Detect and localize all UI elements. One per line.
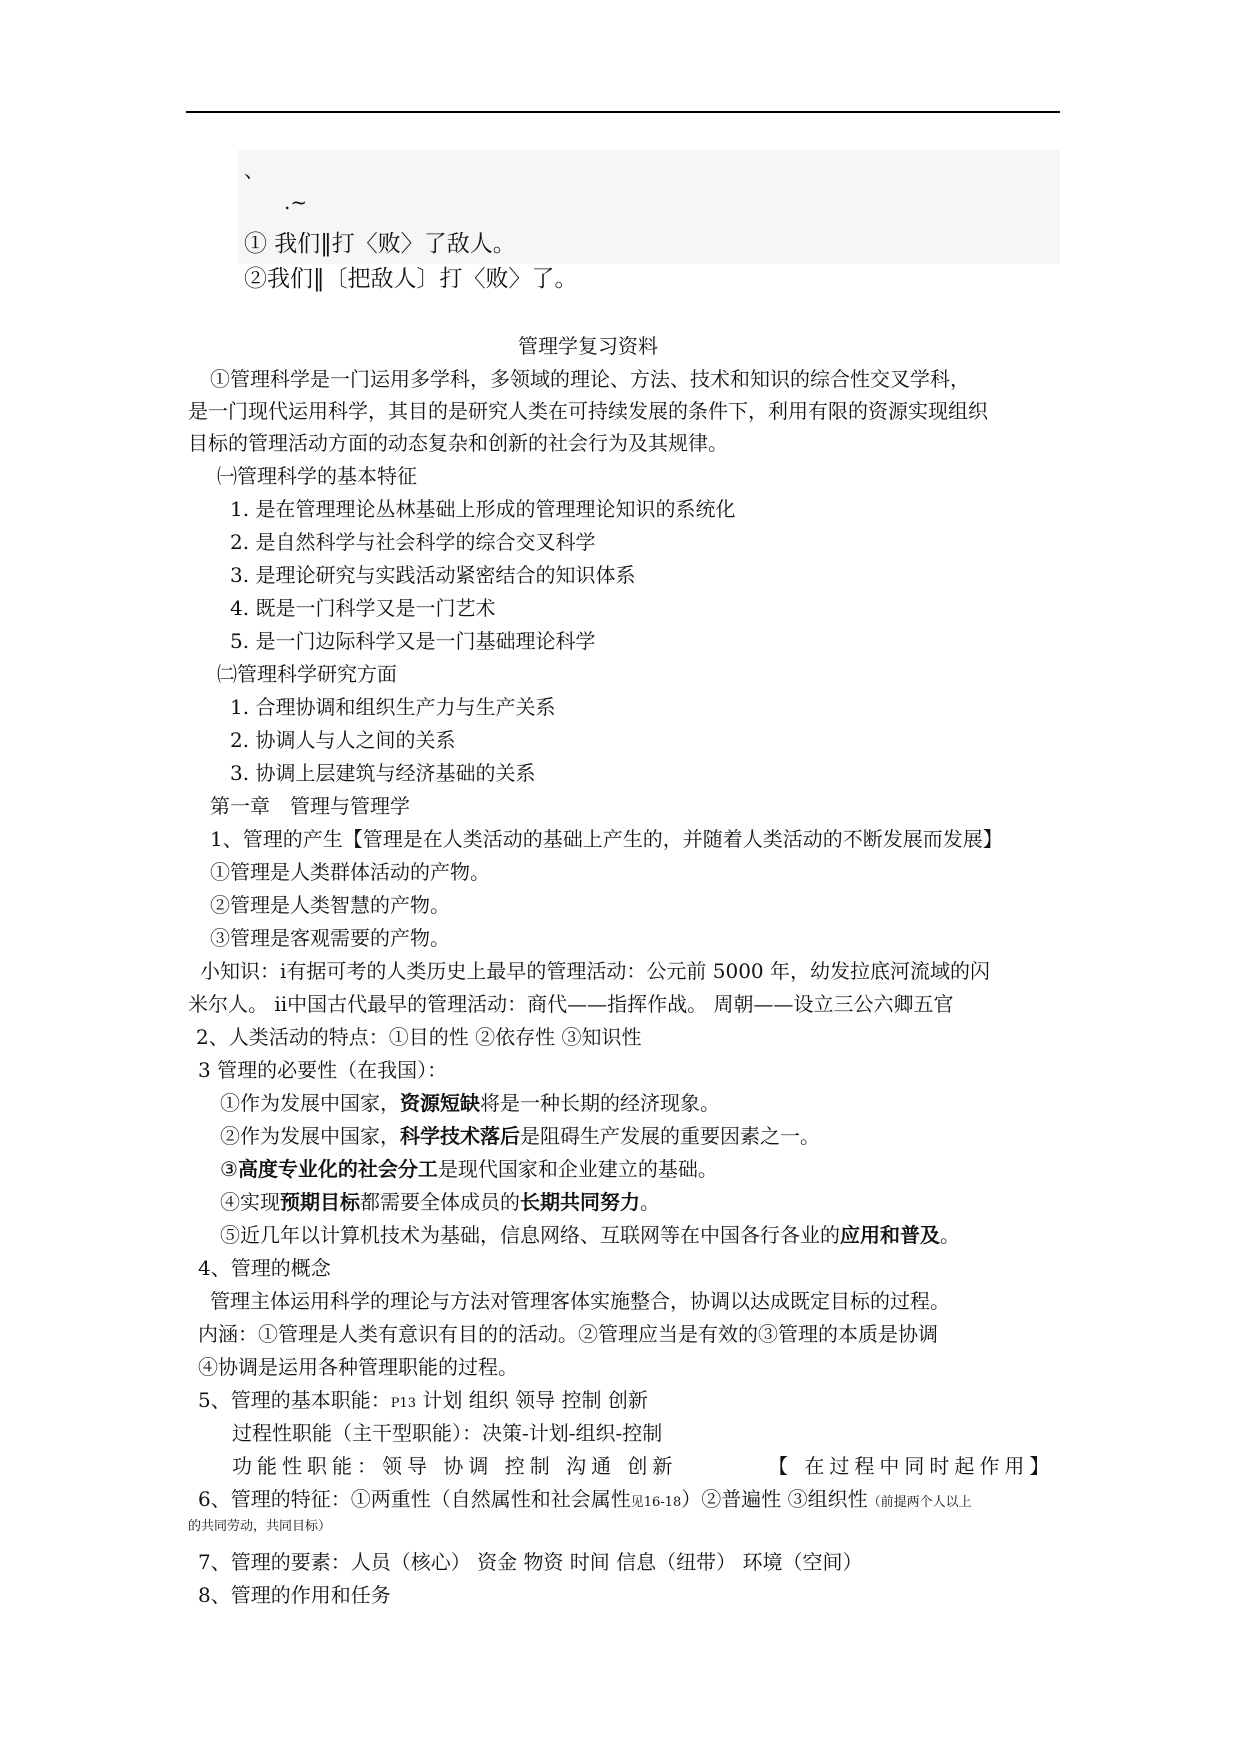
section-1 <box>210 824 1003 854</box>
intro-line-2: 是一门现代运用科学，其目的是研究人类在可持续发展的条件下，利用有限的资源实现组织 <box>188 399 988 423</box>
section-2: 2、人类活动的特点：①目的性 ②依存性 ③知识性 <box>196 1025 642 1049</box>
necessity-item-3 <box>220 1154 718 1184</box>
necessity-item-3-key: 高度专业化的社会分工 <box>237 1157 438 1181</box>
example-sentence-2: ②我们‖〔把敌人〕打〈败〉了。 <box>244 266 578 292</box>
necessity-item-1 <box>220 1088 720 1118</box>
necessity-item-4-mid: 都需要全体成员的 <box>360 1190 520 1214</box>
section-1-item-3: ③管理是客观需要的产物。 <box>210 926 450 950</box>
section-1-item-2: ②管理是人类智慧的产物。 <box>210 893 450 917</box>
necessity-item-1-text: ①作为发展中国家， <box>220 1091 400 1115</box>
feature-item-1: 1. 是在管理理论丛林基础上形成的管理理论知识的系统化 <box>230 497 736 521</box>
section-6 <box>198 1484 972 1518</box>
example-sentence-1: ① 我们‖打〈败〉了敌人。 <box>244 231 516 257</box>
necessity-item-1-key: 资源短缺 <box>400 1091 480 1115</box>
necessity-item-4 <box>220 1187 660 1217</box>
section-5 <box>198 1385 648 1419</box>
necessity-item-2-key: 科学技术落后 <box>400 1124 520 1148</box>
necessity-item-3-text: ③ <box>220 1157 238 1181</box>
necessity-item-2-tail: 是阻碍生产发展的重要因素之一。 <box>520 1124 820 1148</box>
necessity-item-2 <box>220 1121 820 1151</box>
header-mark-1: 、 <box>244 158 264 182</box>
section-6-mid: ）②普遍性 ③组织性 <box>681 1487 868 1511</box>
connotation-line-2: ④协调是运用各种管理职能的过程。 <box>198 1355 518 1379</box>
necessity-item-5-tail: 。 <box>940 1223 960 1247</box>
necessity-item-4-tail: 。 <box>640 1190 660 1214</box>
section-6-footnote-cont: 的共同劳动，共同目标） <box>188 1519 332 1534</box>
section-6-footnote: （前提两个人以上 <box>867 1495 972 1510</box>
section-6-page-ref: 见16-18 <box>630 1495 682 1510</box>
feature-item-2: 2. 是自然科学与社会科学的综合交叉科学 <box>230 530 596 554</box>
necessity-item-1-tail: 将是一种长期的经济现象。 <box>480 1091 720 1115</box>
connotation-line-1: 内涵：①管理是人类有意识有目的的活动。②管理应当是有效的③管理的本质是协调 <box>198 1322 938 1346</box>
functional-functions-note: 【 在过程中同时起作用】 <box>768 1454 1055 1478</box>
section-6-text: 6、管理的特征：①两重性（自然属性和社会属性 <box>198 1487 631 1511</box>
necessity-item-5-key: 应用和普及 <box>840 1223 940 1247</box>
feature-item-5: 5. 是一门边际科学又是一门基础理论科学 <box>230 629 596 653</box>
page-title: 管理学复习资料 <box>518 334 658 358</box>
header-mark-2: .~ <box>284 190 308 214</box>
necessity-item-5-text: ⑤近几年以计算机技术为基础，信息网络、互联网等在中国各行各业的 <box>220 1223 840 1247</box>
section-1-note: 【管理是在人类活动的基础上产生的，并随着人类活动的不断发展而发展】 <box>342 827 1003 851</box>
necessity-item-4-key-2: 长期共同努力 <box>520 1190 640 1214</box>
necessity-item-2-text: ②作为发展中国家， <box>220 1124 400 1148</box>
section-8: 8、管理的作用和任务 <box>198 1583 391 1607</box>
section-5-label: 5、管理的基本职能： <box>198 1388 391 1412</box>
research-heading: ㈡管理科学研究方面 <box>217 662 397 686</box>
necessity-item-5 <box>220 1220 960 1250</box>
intro-line-3: 目标的管理活动方面的动态复杂和创新的社会行为及其规律。 <box>188 431 728 455</box>
chapter-heading: 第一章 管理与管理学 <box>210 794 410 818</box>
section-4: 4、管理的概念 <box>198 1256 331 1280</box>
management-definition: 管理主体运用科学的理论与方法对管理客体实施整合，协调以达成既定目标的过程。 <box>210 1289 950 1313</box>
feature-item-4: 4. 既是一门科学又是一门艺术 <box>230 596 496 620</box>
section-5-functions: 计划 组织 领导 控制 创新 <box>416 1388 648 1412</box>
feature-item-3: 3. 是理论研究与实践活动紧密结合的知识体系 <box>230 563 636 587</box>
section-3: 3 管理的必要性（在我国）： <box>198 1058 448 1082</box>
section-1-label: 1、管理的产生 <box>210 827 343 851</box>
section-5-page-ref: P13 <box>390 1396 417 1411</box>
tip-line-2: 米尔人。 ⅱ中国古代最早的管理活动：商代——指挥作战。 周朝——设立三公六卿五官 <box>188 992 954 1016</box>
research-item-2: 2. 协调人与人之间的关系 <box>230 728 456 752</box>
necessity-item-4-key: 预期目标 <box>280 1190 360 1214</box>
header-rule <box>186 111 1060 113</box>
features-heading: ㈠管理科学的基本特征 <box>217 464 417 488</box>
process-functions: 过程性职能（主干型职能）：决策-计划-组织-控制 <box>232 1421 663 1445</box>
necessity-item-4-text: ④实现 <box>220 1190 280 1214</box>
research-item-1: 1. 合理协调和组织生产力与生产关系 <box>230 695 556 719</box>
section-7: 7、管理的要素：人员（核心） 资金 物资 时间 信息（纽带） 环境（空间） <box>198 1550 863 1574</box>
necessity-item-3-tail: 是现代国家和企业建立的基础。 <box>437 1157 718 1181</box>
section-1-item-1: ①管理是人类群体活动的产物。 <box>210 860 490 884</box>
tip-line-1: 小知识：ⅰ有据可考的人类历史上最早的管理活动：公元前 5000 年，幼发拉底河流域的闪 <box>200 959 991 983</box>
intro-line-1: ①管理科学是一门运用多学科，多领域的理论、方法、技术和知识的综合性交叉学科， <box>210 367 970 391</box>
functional-functions: 功能性职能：领导 协调 控制 沟通 创新 <box>232 1454 678 1478</box>
research-item-3: 3. 协调上层建筑与经济基础的关系 <box>230 761 536 785</box>
